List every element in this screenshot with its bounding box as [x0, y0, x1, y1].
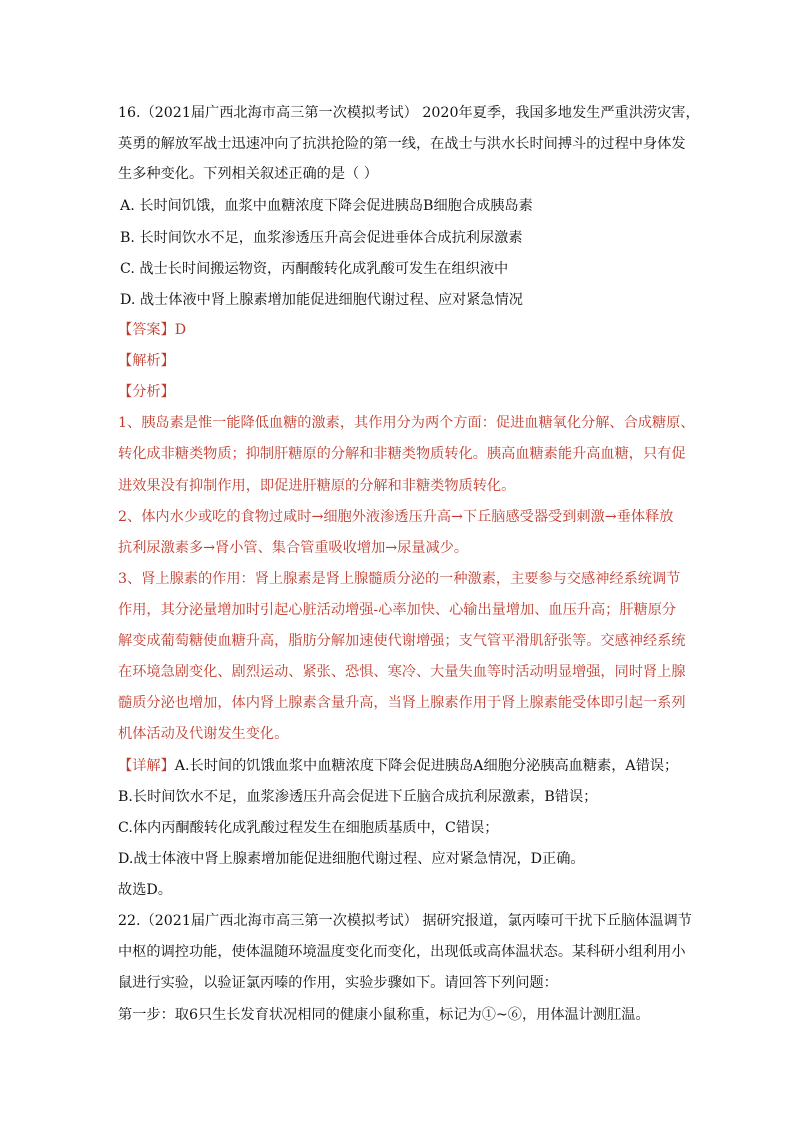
answer-label: 【答案】D: [118, 322, 187, 338]
q16-option-c: C. 战士长时间搬运物资，丙酮酸转化成乳酸可发生在组织液中: [120, 261, 509, 277]
conclusion: 故选D。: [118, 882, 172, 898]
q16-stem-line-3: 生多种变化。下列相关叙述正确的是（ ）: [118, 166, 378, 182]
q16-option-d: D. 战士体液中肾上腺素增加能促进细胞代谢过程、应对紧急情况: [120, 292, 523, 308]
detail-line-2: B.长时间饮水不足，血浆渗透压升高会促进下丘脑合成抗利尿激素，B错误；: [118, 789, 598, 805]
analysis-line-7: 作用，其分泌量增加时引起心脏活动增强-心率加快、心输出量增加、血压升高；肝糖原分: [118, 602, 677, 618]
detail-line-3: C.体内丙酮酸转化成乳酸过程发生在细胞质基质中，C错误；: [118, 820, 499, 836]
detail-text-a: A.长时间的饥饿血浆中血糖浓度下降会促进胰岛A细胞分泌胰高血糖素，A错误；: [174, 758, 679, 774]
analysis-line-11: 机体活动及代谢发生变化。: [118, 726, 289, 742]
detail-line-1: [118, 756, 678, 776]
fenxi-label: 【分析】: [118, 384, 175, 400]
q16-stem-line-1: 16.（2021届广西北海市高三第一次模拟考试） 2020年夏季，我国多地发生严重洪涝灾害，: [118, 105, 700, 121]
q22-step-1: 第一步：取6只生长发育状况相同的健康小鼠称重，标记为①~⑥，用体温计测肛温。: [118, 1007, 650, 1023]
q16-option-b: B. 长时间饮水不足，血浆渗透压升高会促进垂体合成抗利尿激素: [120, 230, 523, 246]
analysis-line-6: 3、肾上腺素的作用：肾上腺素是肾上腺髓质分泌的一种激素，主要参与交感神经系统调节: [118, 571, 681, 587]
q22-stem-line-1: 22.（2021届广西北海市高三第一次模拟考试） 据研究报道，氯丙嗪可干扰下丘脑体温调节: [118, 913, 692, 929]
analysis-line-3: 进效果没有抑制作用，即促进肝糖原的分解和非糖类物质转化。: [118, 478, 516, 494]
analysis-line-4: 2、体内水少或吃的食物过咸时→细胞外液渗透压升高→下丘脑感受器受到刺激→垂体释放: [118, 509, 674, 525]
analysis-line-9: 在环境急剧变化、剧烈运动、紧张、恐惧、寒冷、大量失血等时活动明显增强，同时肾上腺: [118, 664, 686, 680]
q22-stem-line-2: 中枢的调控功能，使体温随环境温度变化而变化，出现低或高体温状态。某科研小组利用小: [118, 944, 686, 960]
detail-line-4: D.战士体液中肾上腺素增加能促进细胞代谢过程、应对紧急情况，D正确。: [118, 851, 585, 867]
jiexi-label: 【解析】: [118, 353, 175, 369]
analysis-line-2: 转化成非糖类物质；抑制肝糖原的分解和非糖类物质转化。胰高血糖素能升高血糖，只有促: [118, 446, 686, 462]
detail-label: 【详解】: [118, 758, 175, 774]
analysis-line-1: 1、胰岛素是惟一能降低血糖的激素，其作用分为两个方面：促进血糖氧化分解、合成糖原、: [118, 415, 695, 431]
q16-stem-line-2: 英勇的解放军战士迅速冲向了抗洪抢险的第一线，在战士与洪水长时间搏斗的过程中身体发: [118, 136, 686, 152]
q16-option-a: A. 长时间饥饿，血浆中血糖浓度下降会促进胰岛B细胞合成胰岛素: [120, 198, 533, 214]
q22-stem-line-3: 鼠进行实验，以验证氯丙嗪的作用，实验步骤如下。请回答下列问题：: [118, 975, 558, 991]
analysis-line-8: 解变成葡萄糖使血糖升高，脂肪分解加速使代谢增强；支气管平滑肌舒张等。交感神经系统: [118, 633, 686, 649]
analysis-line-10: 髓质分泌也增加，体内肾上腺素含量升高，当肾上腺素作用于肾上腺素能受体即引起一系列: [118, 695, 686, 711]
analysis-line-5: 抗利尿激素多→肾小管、集合管重吸收增加→尿量减少。: [118, 540, 469, 556]
